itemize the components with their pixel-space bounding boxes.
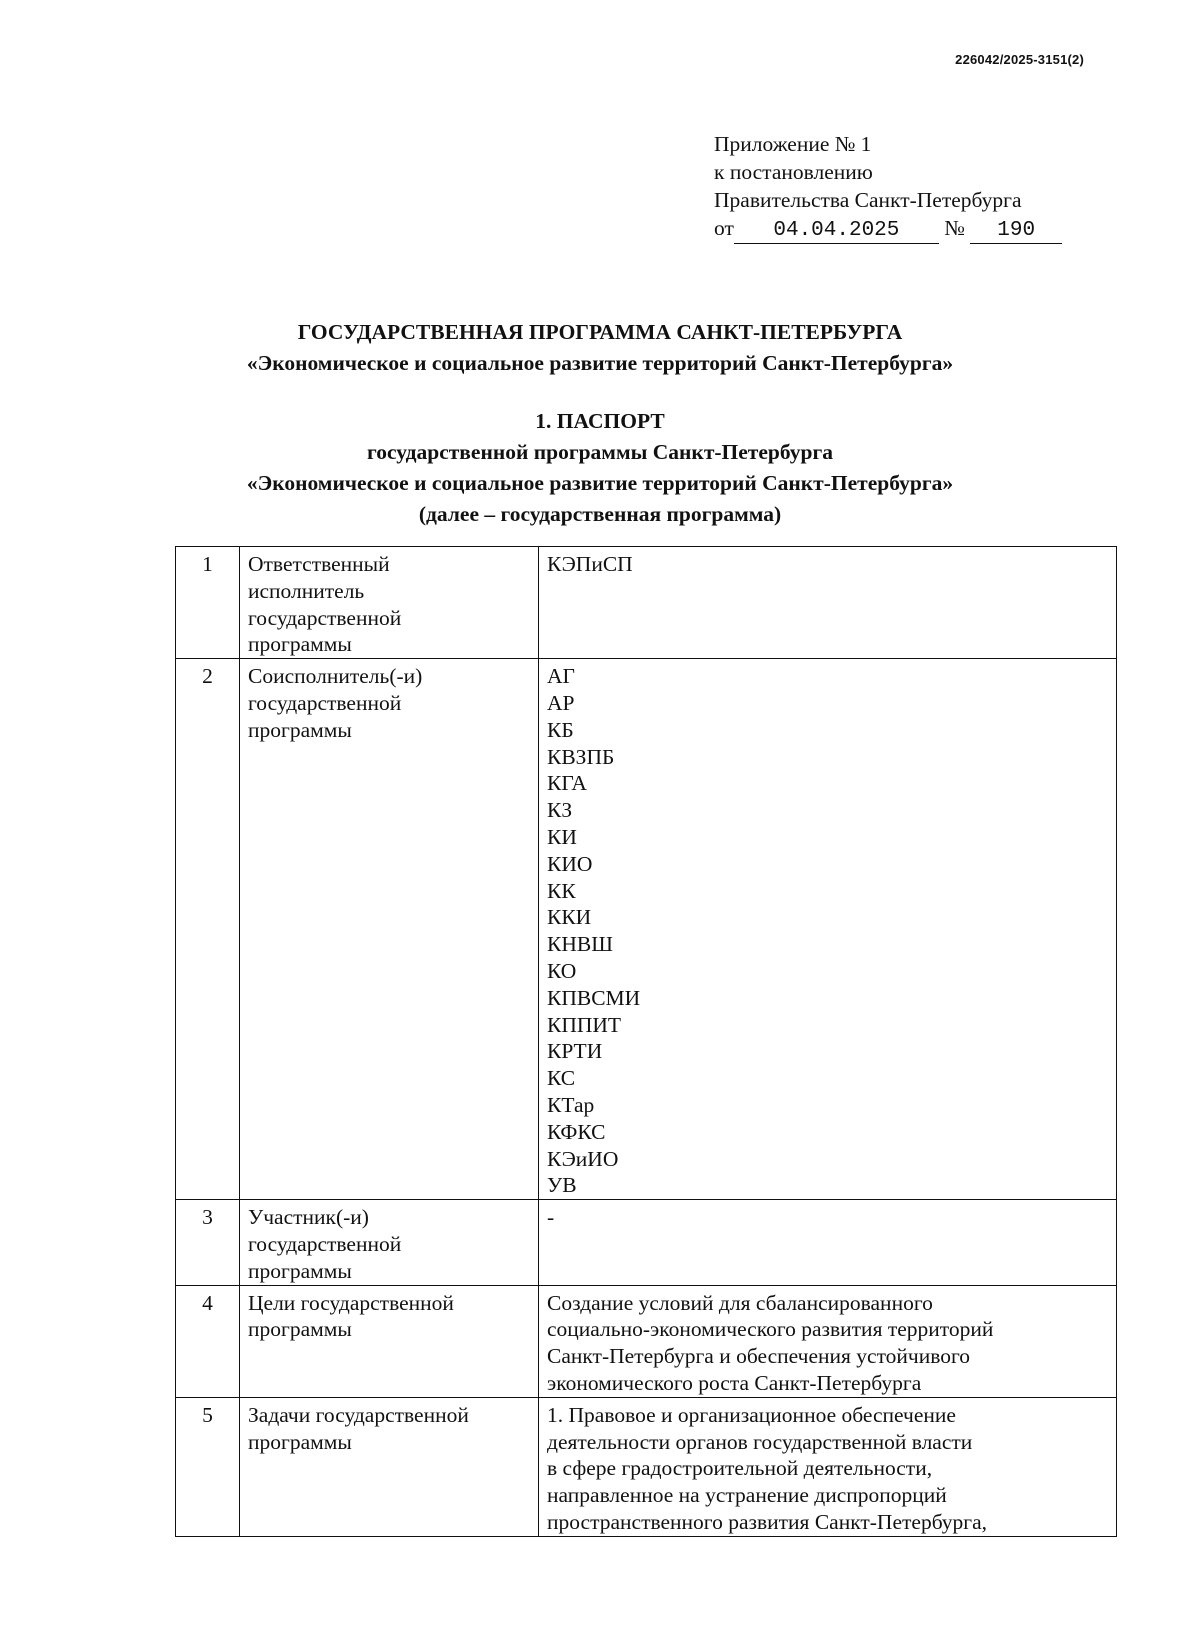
row-number: 5 — [176, 1397, 240, 1536]
row-value-line: Санкт-Петербурга и обеспечения устойчивого — [547, 1344, 971, 1369]
row-name-line: Соисполнитель(-и) — [248, 664, 423, 689]
row-value-line: АР — [547, 690, 575, 715]
program-title-line-1: ГОСУДАРСТВЕННАЯ ПРОГРАММА САНКТ-ПЕТЕРБУРГА — [297, 320, 903, 344]
table-row — [176, 659, 1117, 1200]
row-name-cell — [240, 1285, 539, 1397]
row-name-line: государственной — [248, 1231, 402, 1256]
row-value-line: КЭПиСП — [547, 552, 633, 576]
row-name-cell — [240, 659, 539, 1200]
row-name-line: Ответственный — [248, 552, 390, 576]
row-name-line: государственной — [248, 605, 402, 630]
row-value-cell — [539, 659, 1117, 1200]
row-name-cell — [240, 1397, 539, 1536]
row-value-line: КНВШ — [547, 932, 613, 957]
row-value-line: КЗ — [547, 798, 573, 823]
row-value-line: КРТИ — [547, 1039, 603, 1064]
row-value-line: КИ — [547, 824, 577, 849]
table-row — [176, 1397, 1117, 1536]
program-title — [0, 317, 1200, 379]
passport-heading-line-3: «Экономическое и социальное развитие территорий Санкт-Петербурга» — [246, 471, 954, 495]
row-value-line: АГ — [547, 664, 575, 689]
passport-heading-line-4: (далее – государственная программа) — [418, 502, 782, 526]
row-name-line: программы — [248, 632, 352, 657]
row-value-cell — [539, 547, 1117, 659]
row-value-line: КЭиИО — [547, 1146, 619, 1171]
row-number: 2 — [176, 659, 240, 1200]
row-name-line: государственной — [248, 690, 402, 715]
document-code: 226042/2025-3151(2) — [955, 52, 1084, 67]
row-name-line: программы — [248, 717, 352, 742]
row-value-line: КГА — [547, 771, 587, 796]
appendix-date-line — [714, 214, 1062, 244]
row-value-line: КПВСМИ — [547, 985, 641, 1010]
row-number: 3 — [176, 1200, 240, 1285]
row-value-line: КС — [547, 1066, 576, 1091]
row-value-line: КВЗПБ — [547, 744, 615, 769]
row-value-line: в сфере градостроительной деятельности, — [547, 1456, 933, 1481]
passport-heading-line-1: 1. ПАСПОРТ — [535, 409, 665, 433]
row-name-line: Участник(-и) — [248, 1205, 369, 1230]
row-value-cell — [539, 1200, 1117, 1285]
program-title-line-2: «Экономическое и социальное развитие территорий Санкт-Петербурга» — [246, 351, 954, 375]
row-value-line: КИО — [547, 851, 593, 876]
row-value-line: Создание условий для сбалансированного — [547, 1290, 933, 1315]
row-name-cell — [240, 1200, 539, 1285]
table-row — [176, 547, 1117, 659]
passport-heading-line-2: государственной программы Санкт-Петербурга — [366, 440, 834, 464]
passport-table — [175, 546, 1117, 1537]
row-name-line: программы — [248, 1258, 352, 1283]
row-value-cell — [539, 1285, 1117, 1397]
row-value-line: деятельности органов государственной власти — [547, 1429, 973, 1454]
row-number: 4 — [176, 1285, 240, 1397]
resolution-number: 190 — [970, 219, 1062, 244]
table-row — [176, 1285, 1117, 1397]
row-value-line: УВ — [547, 1173, 577, 1198]
row-name-cell — [240, 547, 539, 659]
row-name-line: Цели государственной — [248, 1290, 454, 1315]
row-value-line: КБ — [547, 717, 574, 742]
row-name-line: исполнитель — [248, 578, 365, 603]
row-value-line: КФКС — [547, 1119, 606, 1144]
row-value-cell — [539, 1397, 1117, 1536]
row-value-line: направленное на устранение диспропорций — [547, 1483, 947, 1508]
from-label: от — [714, 216, 734, 240]
row-value-line: КК — [547, 878, 576, 903]
passport-heading — [0, 406, 1200, 530]
row-value-line: пространственного развития Санкт-Петербурга, — [547, 1509, 988, 1534]
row-name-line: Задачи государственной — [248, 1402, 469, 1427]
row-number: 1 — [176, 547, 240, 659]
row-value-line: КО — [547, 958, 577, 983]
row-name-line: программы — [248, 1429, 352, 1454]
number-label: № — [944, 216, 965, 240]
row-value-line: ККИ — [547, 905, 592, 930]
passport-table-body — [176, 547, 1117, 1537]
appendix-line-1: Приложение № 1 — [714, 132, 872, 156]
row-name-line: программы — [248, 1317, 352, 1342]
table-row — [176, 1200, 1117, 1285]
appendix-line-3: Правительства Санкт-Петербурга — [714, 188, 1022, 212]
row-value-line: - — [547, 1205, 555, 1230]
row-value-line: социально-экономического развития территорий — [547, 1317, 994, 1342]
appendix-line-2: к постановлению — [714, 160, 873, 184]
row-value-line: экономического роста Санкт-Петербурга — [547, 1370, 922, 1395]
appendix-block — [714, 130, 1062, 244]
row-value-line: КТар — [547, 1092, 595, 1117]
row-value-line: КППИТ — [547, 1012, 622, 1037]
row-value-line: 1. Правовое и организационное обеспечение — [547, 1402, 956, 1427]
resolution-date: 04.04.2025 — [734, 219, 939, 244]
